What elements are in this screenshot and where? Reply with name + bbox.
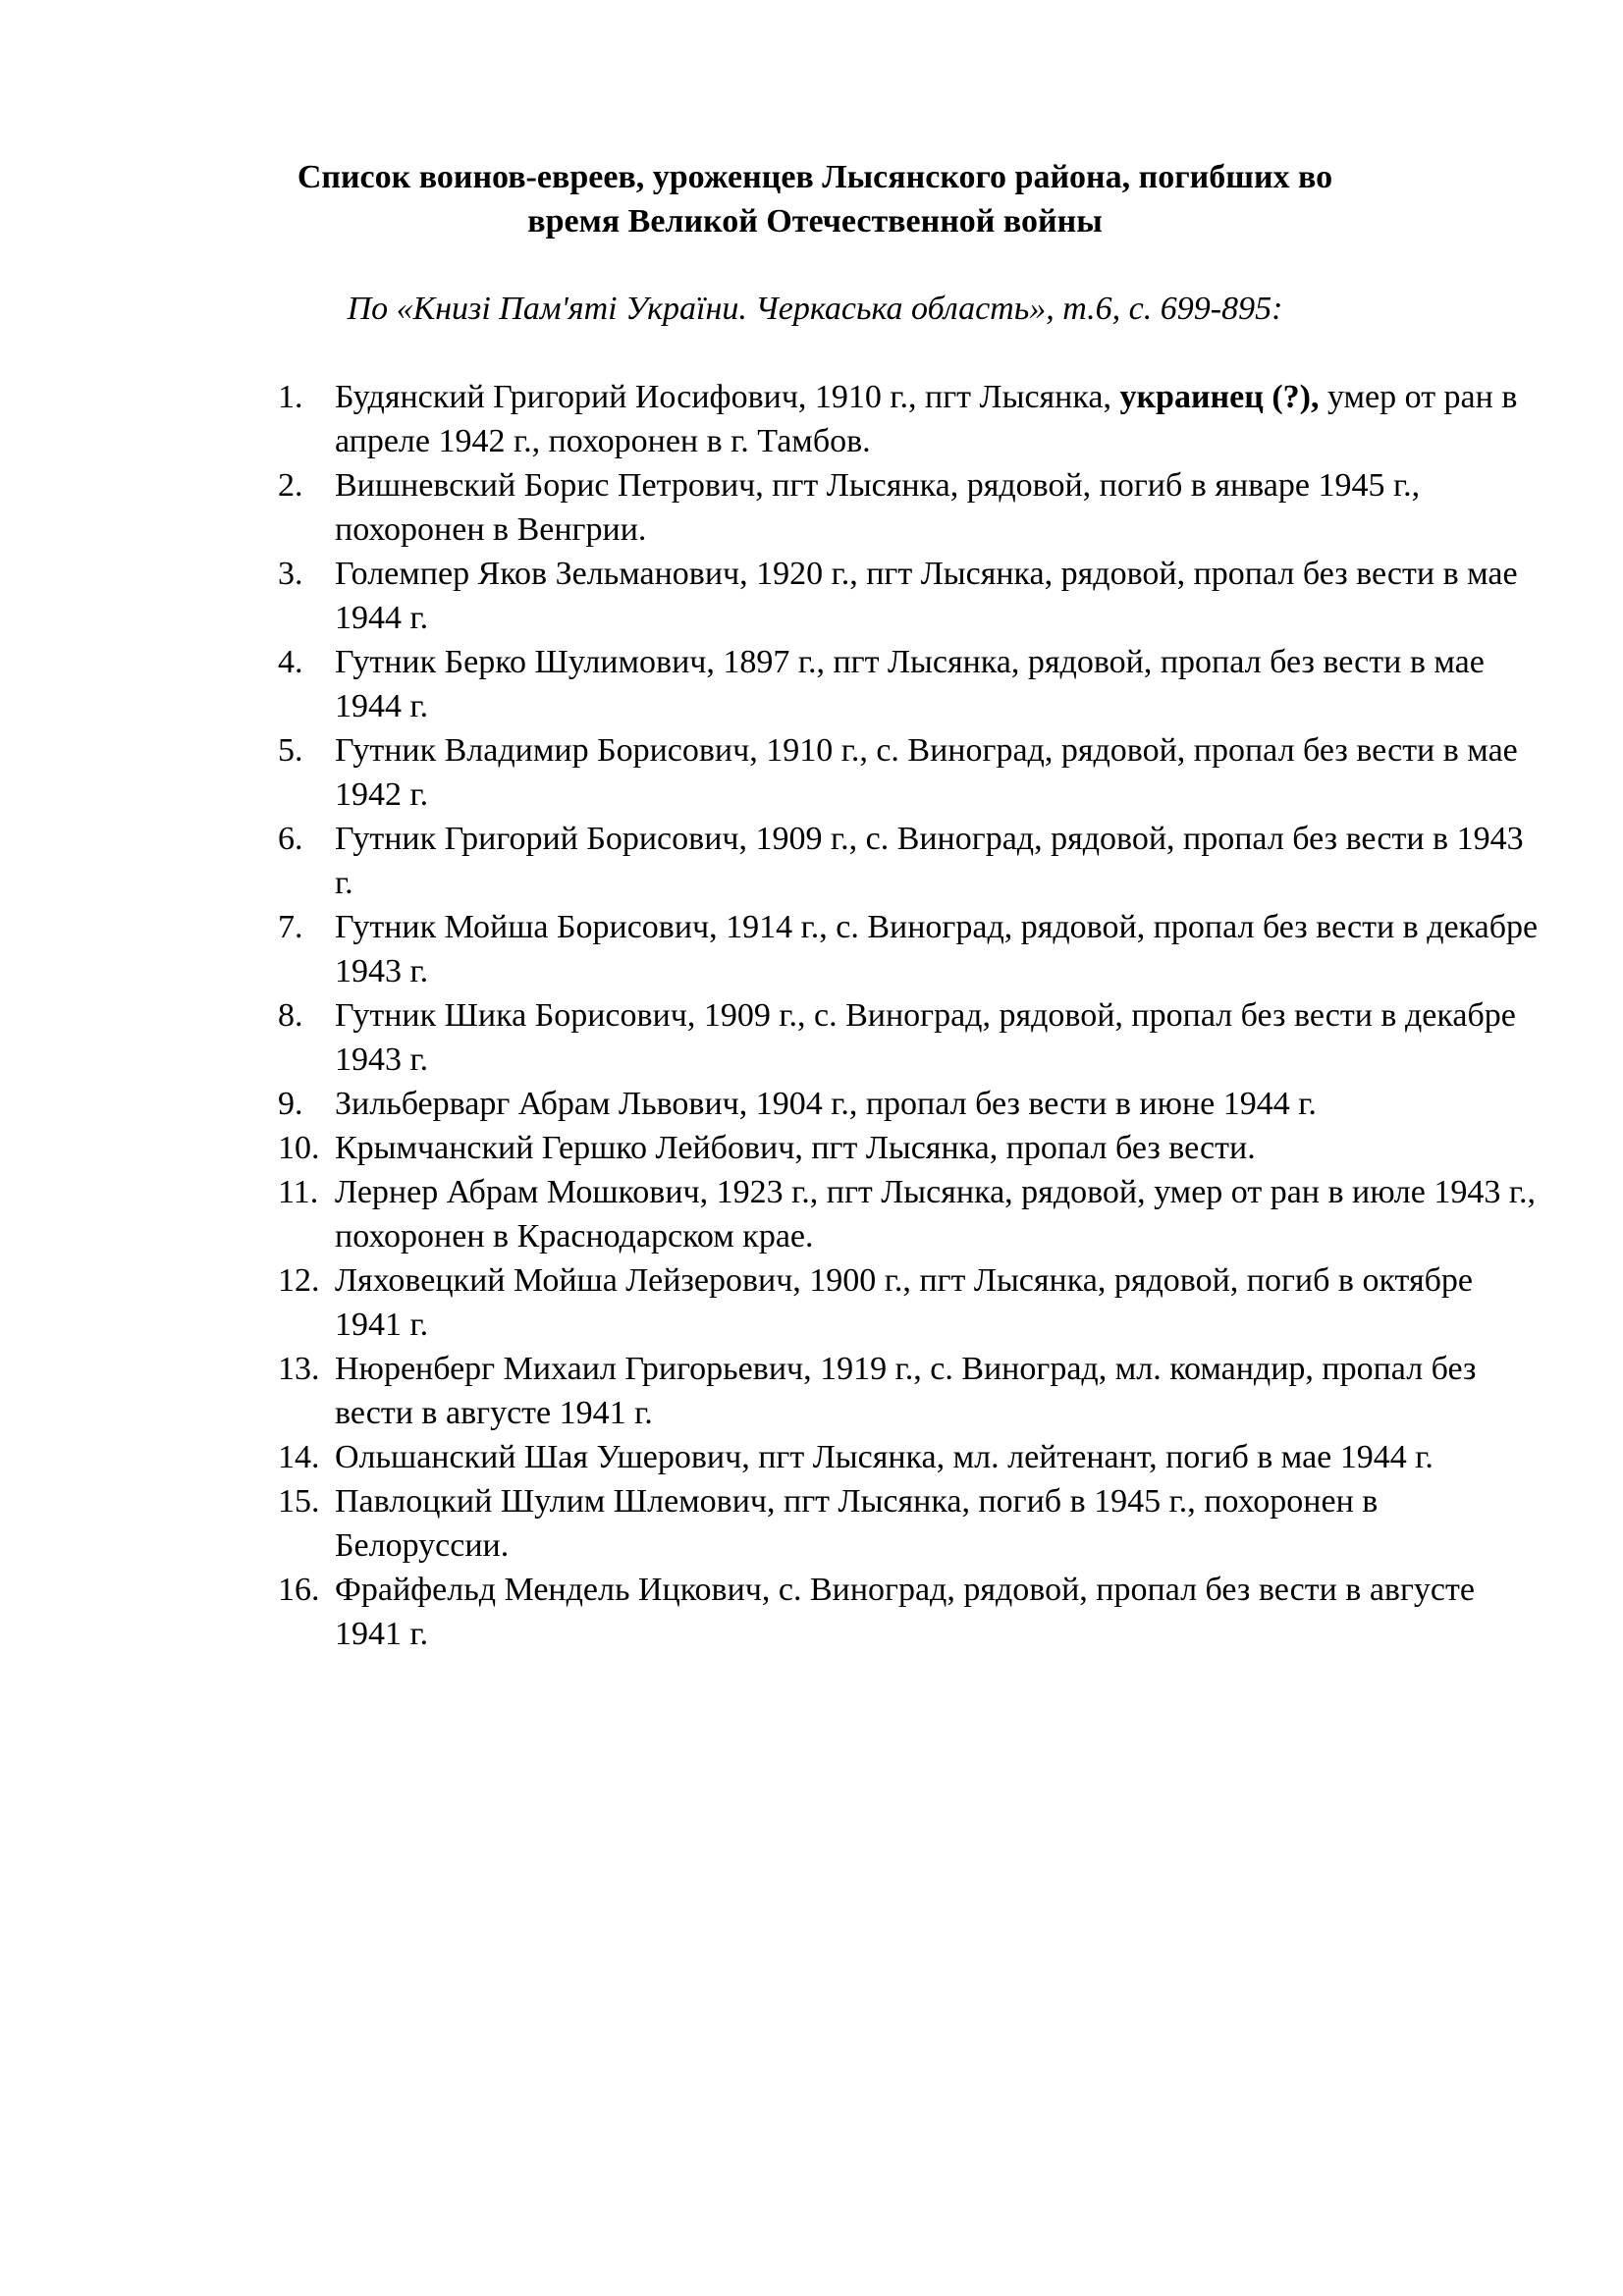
list-item-number: 1. — [278, 379, 303, 415]
list-item-text: Вишневский Борис Петрович, пгт Лысянка, рядовой, погиб в январе 1945 г., похоронен в Венгрии. — [335, 467, 1421, 548]
list-item-text: Големпер Яков Зельманович, 1920 г., пгт Лысянка, рядовой, пропал без вести в мае 1944 г. — [335, 556, 1518, 636]
list-item-text: Гутник Мойша Борисович, 1914 г., с. Виноград, рядовой, пропал без вести в декабре 1943 г. — [335, 909, 1539, 989]
list-item — [278, 640, 1544, 728]
list-item-text: Нюренберг Михаил Григорьевич, 1919 г., с. Виноград, мл. командир, пропал без вести в августе 1941 г. — [335, 1351, 1477, 1431]
list-item-text: Гутник Григорий Борисович, 1909 г., с. Виноград, рядовой, пропал без вести в 1943 г. — [335, 821, 1524, 901]
list-item-bold-note: украинец (?), — [1119, 379, 1320, 415]
list-item-text: Ляховецкий Мойша Лейзерович, 1900 г., пгт Лысянка, рядовой, погиб в октябре 1941 г. — [335, 1262, 1473, 1343]
list-item-text: Гутник Владимир Борисович, 1910 г., с. Виноград, рядовой, пропал без вести в мае 1942 г. — [335, 732, 1518, 813]
list-item-number: 2. — [278, 467, 303, 504]
list-item — [278, 1347, 1544, 1435]
page-title — [226, 155, 1404, 243]
list-item-number: 3. — [278, 556, 303, 592]
list-item — [278, 993, 1544, 1082]
list-item — [278, 375, 1544, 463]
title-line-1: Список воинов-евреев, уроженцев Лысянского района, погибших во — [297, 159, 1333, 195]
list-item — [278, 1082, 1544, 1126]
list-item-text: Павлоцкий Шулим Шлемович, пгт Лысянка, погиб в 1945 г., похоронен в Белоруссии. — [335, 1483, 1379, 1564]
list-item — [278, 1170, 1544, 1258]
list-item — [278, 1568, 1544, 1656]
list-item — [278, 552, 1544, 640]
list-item — [278, 1435, 1544, 1479]
list-item-text: Фрайфельд Мендель Ицкович, с. Виноград, рядовой, пропал без вести в августе 1941 г. — [335, 1572, 1475, 1652]
list-item-number: 9. — [278, 1086, 303, 1122]
list-item-number: 6. — [278, 821, 303, 857]
list-item-number: 13. — [278, 1351, 320, 1387]
list-item-number: 4. — [278, 644, 303, 680]
list-item-number: 7. — [278, 909, 303, 945]
list-item-text: Крымчанский Гершко Лейбович, пгт Лысянка, пропал без вести. — [335, 1130, 1256, 1166]
list-item-number: 15. — [278, 1483, 320, 1520]
list-item — [278, 905, 1544, 993]
list-item — [278, 1258, 1544, 1347]
list-item — [278, 817, 1544, 905]
list-item-number: 12. — [278, 1262, 320, 1299]
list-item-text-part: Будянский Григорий Иосифович, 1910 г., пгт Лысянка, — [335, 379, 1120, 415]
list-item-number: 8. — [278, 997, 303, 1034]
casualty-list — [278, 375, 1544, 1656]
list-item-number: 14. — [278, 1439, 320, 1475]
list-item — [278, 1126, 1544, 1170]
list-item — [278, 728, 1544, 817]
title-line-2: время Великой Отечественной войны — [527, 203, 1103, 240]
list-item-number: 10. — [278, 1130, 320, 1166]
list-item-text-part: умер от ран в апреле 1942 г., похоронен в г. Тамбов. — [335, 379, 1518, 459]
list-item-number: 11. — [278, 1174, 319, 1210]
list-item-text: Гутник Берко Шулимович, 1897 г., пгт Лысянка, рядовой, пропал без вести в мае 1944 г. — [335, 644, 1485, 724]
list-item — [278, 463, 1544, 552]
list-item — [278, 1479, 1544, 1568]
list-item-text: Зильберварг Абрам Львович, 1904 г., пропал без вести в июне 1944 г. — [335, 1086, 1317, 1122]
source-citation: По «Книзі Пам'яті України. Черкаська область», т.6, с. 699-895: — [347, 291, 1283, 327]
list-item-number: 5. — [278, 732, 303, 769]
list-item-text — [335, 379, 1517, 459]
list-item-text: Ольшанский Шая Ушерович, пгт Лысянка, мл. лейтенант, погиб в мае 1944 г. — [335, 1439, 1434, 1475]
list-item-text: Гутник Шика Борисович, 1909 г., с. Виноград, рядовой, пропал без вести в декабре 1943 г. — [335, 997, 1516, 1078]
list-item-number: 16. — [278, 1572, 320, 1608]
list-item-text: Лернер Абрам Мошкович, 1923 г., пгт Лысянка, рядовой, умер от ран в июле 1943 г., похоронен в Краснодарском крае. — [335, 1174, 1536, 1255]
